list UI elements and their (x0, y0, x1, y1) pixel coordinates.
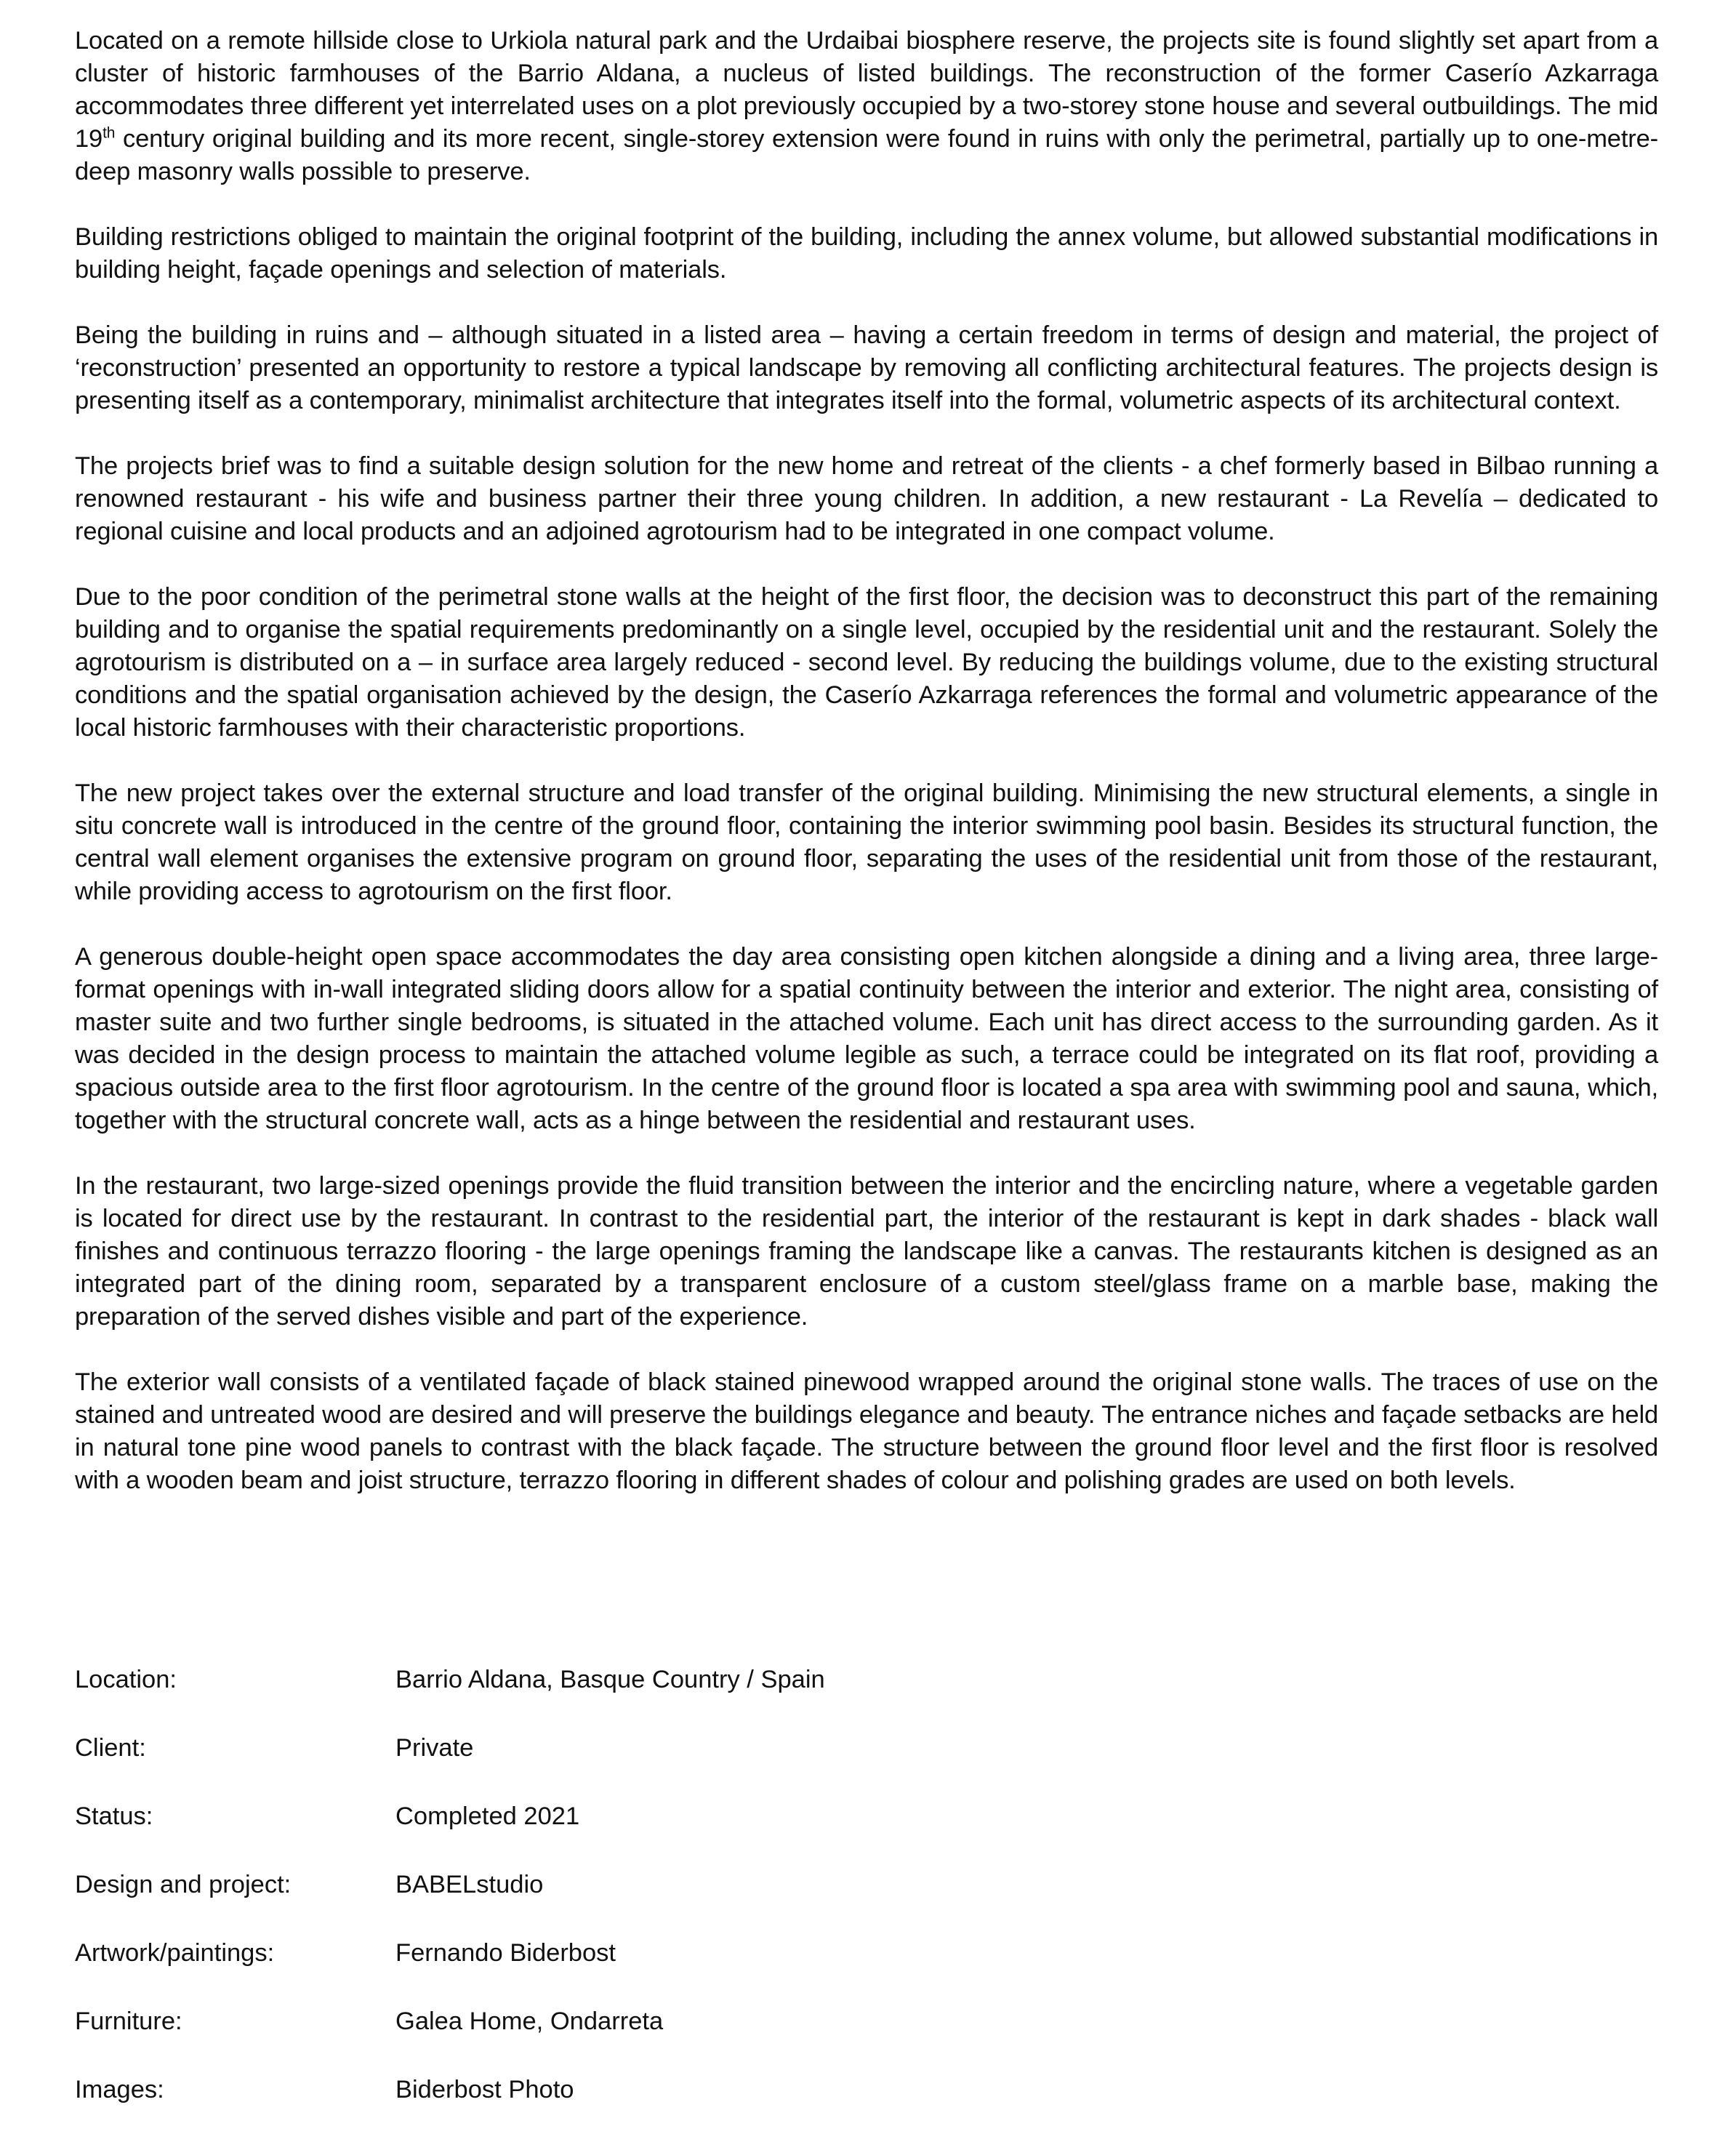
paragraph-structure: The new project takes over the external structure and load transfer of the original building. Minimising the new structural elements, a single in situ concrete wall is introduced in the centre of the ground floor, containing the interior swimming pool basin. Besides its structural function, the central wall element organises the extensive program on ground floor, separating the uses of the residential unit from those of the restaurant, while providing access to agrotourism on the first floor. (75, 779, 1658, 905)
credit-label: Furniture: (75, 2007, 182, 2035)
credit-value: Private (395, 1734, 474, 1762)
credit-value: Fernando Biderbost (395, 1939, 616, 1967)
credit-value: Barrio Aldana, Basque Country / Spain (395, 1666, 825, 1693)
credit-value: Galea Home, Ondarreta (395, 2007, 664, 2035)
ordinal-superscript: th (103, 124, 116, 142)
credit-label: Artwork/paintings: (75, 1939, 275, 1967)
credit-row-artwork (75, 1937, 1093, 2005)
paragraph-exterior: The exterior wall consists of a ventilated façade of black stained pinewood wrapped around the original stone walls. The traces of use on the stained and untreated wood are desired and will preserve the buildings elegance and beauty. The entrance niches and façade setbacks are held in natural tone pine wood panels to contrast with the black façade. The structure between the ground floor level and the first floor is resolved with a wooden beam and joist structure, terrazzo flooring in different shades of colour and polishing grades are used on both levels. (75, 1368, 1658, 1494)
project-description (75, 25, 1658, 1497)
paragraph-site (75, 25, 1658, 188)
credit-label: Location: (75, 1666, 177, 1693)
credit-row-client (75, 1732, 1093, 1800)
credit-value: BABELstudio (395, 1871, 544, 1898)
credit-label: Images: (75, 2076, 164, 2103)
paragraph-brief: The projects brief was to find a suitable design solution for the new home and retreat of the clients - a chef formerly based in Bilbao running a renowned restaurant - his wife and business partner their three young children. In addition, a new restaurant - La Revelía – dedicated to regional cuisine and local products and an adjoined agrotourism had to be integrated in one compact volume. (75, 452, 1658, 545)
credit-row-status (75, 1800, 1093, 1869)
paragraph-organisation: Due to the poor condition of the perimetral stone walls at the height of the first floor, the decision was to deconstruct this part of the remaining building and to organise the spatial requirements predominantly on a single level, occupied by the residential unit and the restaurant. Solely the agrotourism is distributed on a – in surface area largely reduced - second level. By reducing the buildings volume, due to the existing structural conditions and the spatial organisation achieved by the design, the Caserío Azkarraga references the formal and volumetric appearance of the local historic farmhouses with their characteristic proportions. (75, 583, 1658, 742)
credit-row-furniture (75, 2005, 1093, 2074)
paragraph-site-part-2: century original building and its more recent, single-storey extension were found in ruins with only the perimetral, partially up to one-metre-deep masonry walls possible to preserve. (75, 125, 1658, 185)
paragraph-reconstruction: Being the building in ruins and – although situated in a listed area – having a certain freedom in terms of design and material, the project of ‘reconstruction’ presented an opportunity to restore a typical landscape by removing all conflicting architectural features. The projects design is presenting itself as a contemporary, minimalist architecture that integrates itself into the formal, volumetric aspects of its architectural context. (75, 321, 1658, 414)
paragraph-site-part-1: Located on a remote hillside close to Urkiola natural park and the Urdaibai biosphere reserve, the projects site is found slightly set apart from a cluster of historic farmhouses of the Barrio Aldana, a nucleus of listed buildings. The reconstruction of the former Caserío Azkarraga accommodates three different yet interrelated uses on a plot previously occupied by a two-storey stone house and several outbuildings. The mid 19 (75, 27, 1658, 153)
credit-value: Completed 2021 (395, 1802, 580, 1830)
paragraph-restrictions: Building restrictions obliged to maintain the original footprint of the building, including the annex volume, but allowed substantial modifications in building height, façade openings and selection of materials. (75, 223, 1658, 284)
credit-label: Client: (75, 1734, 146, 1762)
paragraph-restaurant: In the restaurant, two large-sized openings provide the fluid transition between the interior and the encircling nature, where a vegetable garden is located for direct use by the restaurant. In contrast to the residential part, the interior of the restaurant is kept in dark shades - black wall finishes and continuous terrazzo flooring - the large openings framing the landscape like a canvas. The restaurants kitchen is designed as an integrated part of the dining room, separated by a transparent enclosure of a custom steel/glass frame on a marble base, making the preparation of the served dishes visible and part of the experience. (75, 1172, 1658, 1331)
credit-value: Biderbost Photo (395, 2076, 574, 2103)
credit-row-design (75, 1869, 1093, 1937)
credit-label: Design and project: (75, 1871, 292, 1898)
project-credits (75, 1664, 1093, 2142)
credit-label: Status: (75, 1802, 153, 1830)
paragraph-day-area: A generous double-height open space accommodates the day area consisting open kitchen alongside a dining and a living area, three large-format openings with in-wall integrated sliding doors allow for a spatial continuity between the interior and exterior. The night area, consisting of master suite and two further single bedrooms, is situated in the attached volume. Each unit has direct access to the surrounding garden. As it was decided in the design process to maintain the attached volume legible as such, a terrace could be integrated on its flat roof, providing a spacious outside area to the first floor agrotourism. In the centre of the ground floor is located a spa area with swimming pool and sauna, which, together with the structural concrete wall, acts as a hinge between the residential and restaurant uses. (75, 943, 1658, 1134)
credit-row-location (75, 1664, 1093, 1732)
credit-row-images (75, 2074, 1093, 2142)
